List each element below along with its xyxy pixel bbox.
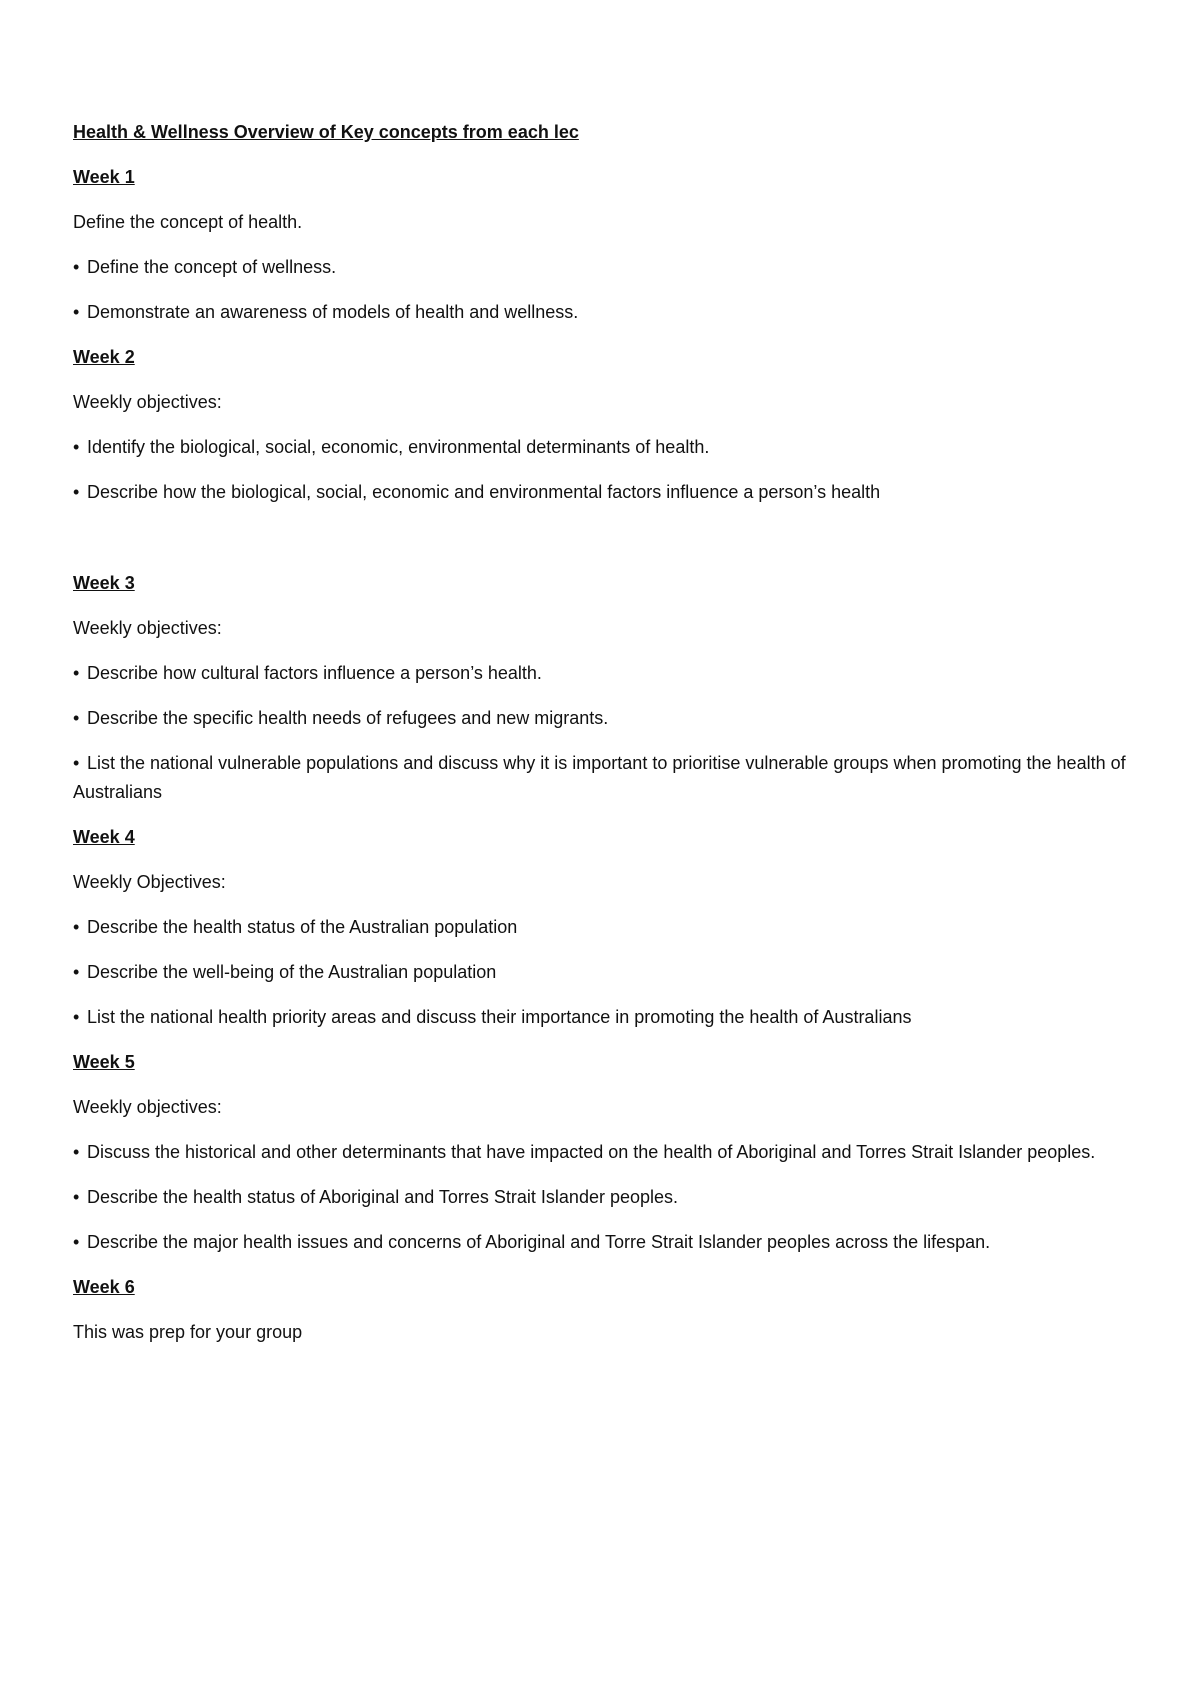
week-1-section xyxy=(73,163,1133,327)
week-3-bullet-3 xyxy=(73,749,1133,807)
week-5-section xyxy=(73,1048,1133,1257)
week-4-bullet-2 xyxy=(73,958,1133,987)
bullet-icon: • xyxy=(73,482,80,502)
blank-line xyxy=(73,523,1133,569)
week-2-heading: Week 2 xyxy=(73,347,135,367)
week-4-bullet-1 xyxy=(73,913,1133,942)
bullet-icon: • xyxy=(73,257,80,277)
week-2-section xyxy=(73,343,1133,507)
bullet-text: List the national health priority areas and discuss their importance in promoting the health of Australians xyxy=(87,1007,912,1027)
week-4-bullet-3 xyxy=(73,1003,1133,1032)
bullet-text: List the national vulnerable populations and discuss why it is important to prioritise vulnerable groups when promoting the health of Australians xyxy=(73,753,1126,802)
bullet-icon: • xyxy=(73,437,80,457)
document-title: Health & Wellness Overview of Key concepts from each lec xyxy=(73,122,579,142)
week-5-heading: Week 5 xyxy=(73,1052,135,1072)
bullet-icon: • xyxy=(73,1142,80,1162)
week-6-section xyxy=(73,1273,1133,1347)
week-3-bullet-2 xyxy=(73,704,1133,733)
bullet-text: Demonstrate an awareness of models of health and wellness. xyxy=(87,302,579,322)
bullet-text: Describe how the biological, social, economic and environmental factors influence a person’s health xyxy=(87,482,881,502)
bullet-text: Describe the specific health needs of refugees and new migrants. xyxy=(87,708,609,728)
bullet-icon: • xyxy=(73,708,80,728)
week-4-line-1: Weekly Objectives: xyxy=(73,872,226,892)
bullet-text: Describe how cultural factors influence a person’s health. xyxy=(87,663,542,683)
week-1-heading: Week 1 xyxy=(73,167,135,187)
week-5-line-1: Weekly objectives: xyxy=(73,1097,222,1117)
document-body xyxy=(73,118,1133,1363)
week-1-bullet-2 xyxy=(73,298,1133,327)
week-6-heading: Week 6 xyxy=(73,1277,135,1297)
week-3-line-1: Weekly objectives: xyxy=(73,618,222,638)
week-5-bullet-3 xyxy=(73,1228,1133,1257)
week-2-bullet-2 xyxy=(73,478,1133,507)
bullet-icon: • xyxy=(73,663,80,683)
bullet-text: Describe the health status of the Australian population xyxy=(87,917,518,937)
bullet-icon: • xyxy=(73,962,80,982)
bullet-text: Define the concept of wellness. xyxy=(87,257,337,277)
bullet-icon: • xyxy=(73,302,80,322)
week-6-line-1: This was prep for your group xyxy=(73,1322,303,1342)
bullet-icon: • xyxy=(73,1007,80,1027)
week-2-line-1: Weekly objectives: xyxy=(73,392,222,412)
bullet-icon: • xyxy=(73,753,80,773)
bullet-text: Describe the well-being of the Australian population xyxy=(87,962,497,982)
bullet-icon: • xyxy=(73,1187,80,1207)
week-3-section xyxy=(73,569,1133,807)
bullet-text: Discuss the historical and other determinants that have impacted on the health of Aboriginal and Torres Strait Islander peoples. xyxy=(87,1142,1096,1162)
week-4-heading: Week 4 xyxy=(73,827,135,847)
week-1-line-1: Define the concept of health. xyxy=(73,212,303,232)
bullet-icon: • xyxy=(73,1232,80,1252)
week-3-bullet-1 xyxy=(73,659,1133,688)
bullet-icon: • xyxy=(73,917,80,937)
week-5-bullet-2 xyxy=(73,1183,1133,1212)
bullet-text: Identify the biological, social, economic, environmental determinants of health. xyxy=(87,437,710,457)
bullet-text: Describe the major health issues and concerns of Aboriginal and Torre Strait Islander peoples across the lifespan. xyxy=(87,1232,991,1252)
week-5-bullet-1 xyxy=(73,1138,1133,1167)
week-4-section xyxy=(73,823,1133,1032)
bullet-text: Describe the health status of Aboriginal and Torres Strait Islander peoples. xyxy=(87,1187,679,1207)
week-3-heading: Week 3 xyxy=(73,573,135,593)
week-1-bullet-1 xyxy=(73,253,1133,282)
week-2-bullet-1 xyxy=(73,433,1133,462)
